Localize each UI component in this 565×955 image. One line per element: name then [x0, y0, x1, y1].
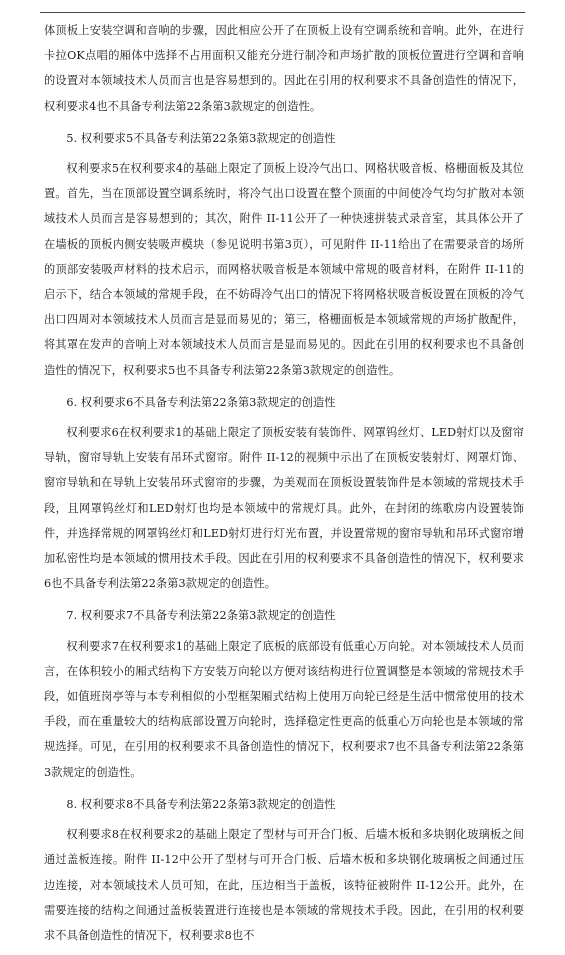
section-heading-claim8: 8. 权利要求8不具备专利法第22条第3款规定的创造性 [66, 797, 336, 811]
paragraph-claim6: 权利要求6在权利要求1的基础上限定了顶板安装有装饰件、网罩钨丝灯、LED射灯以及窗帘导轨，窗帘导轨上安装有吊环式窗帘。附件 II-12的视频中示出了在顶板安装射灯、网罩灯饰、窗帘导轨和在导轨上安装吊环式窗帘的步骤，为美观而在顶板设置装饰件是本领域的常规技术手段，且网罩钨丝灯和LED射灯也均是本领域中的常规灯具。此外，在封闭的练歌房内设置装饰件，并选择常规的网罩钨丝灯和LED射灯进行灯光布置，并设置常规的窗帘导轨和吊环式窗帘增加私密性均是本领域的惯用技术手段。因此在引用的权利要求不具备创造性的情况下，权利要求6也不具备专利法第22条第3款规定的创造性。 [44, 426, 524, 591]
header-rule [40, 12, 525, 13]
section-heading-claim6: 6. 权利要求6不具备专利法第22条第3款规定的创造性 [66, 395, 336, 409]
paragraph-claim7: 权利要求7在权利要求1的基础上限定了底板的底部设有低重心万向轮。对本领域技术人员而言，在体积较小的厢式结构下方安装万向轮以方便对该结构进行位置调整是本领域的常规技术手段，如值班岗亭等与本专利相似的小型框架厢式结构上使用万向轮已经是生活中惯常使用的技术手段，而在重量较大的结构底部设置万向轮时，选择稳定性更高的低重心万向轮也是本领域的常规选择。可见，在引用的权利要求不具备创造性的情况下，权利要求7也不具备专利法第22条第3款规定的创造性。 [44, 639, 524, 779]
section-heading-claim5: 5. 权利要求5不具备专利法第22条第3款规定的创造性 [66, 131, 336, 145]
section-heading-claim7: 7. 权利要求7不具备专利法第22条第3款规定的创造性 [66, 609, 336, 623]
paragraph-claim5: 权利要求5在权利要求4的基础上限定了顶板上设冷气出口、网格状吸音板、格栅面板及其位置。首先，当在顶部设置空调系统时，将冷气出口设置在整个顶面的中间使冷气均匀扩散对本领域技术人员而言是容易想到的；其次，附件 II-11公开了一种快速拼装式录音室，其具体公开了在墙板的顶板内侧安装吸声模块（参见说明书第3页），可见附件 II-11给出了在需要录音的场所的顶部安装吸声材料的技术启示，而网格状吸音板是本领域中常规的吸音材料，在附件 II-11的启示下，结合本领域的常规手段，在不妨碍冷气出口的情况下将网格状吸音板设置在顶板的冷气出口四周对本领域技术人员而言是显而易见的；第三，格栅面板是本领域常规的声场扩散配件，将其罩在发声的音响上对本领域技术人员而言是显而易见的。因此在引用的权利要求也不具备创造性的情况下，权利要求5也不具备专利法第22条第3款规定的创造性。 [44, 162, 524, 377]
document-body [44, 18, 524, 955]
paragraph-claim8: 权利要求8在权利要求2的基础上限定了型材与可开合门板、后墙木板和多块钢化玻璃板之间通过盖板连接。附件 II-12中公开了型材与可开合门板、后墙木板和多块钢化玻璃板之间通过压边连接，对本领域技术人员可知，在此，压边相当于盖板，该特征被附件 II-12公开。此外，在需要连接的结构之间通过盖板装置进行连接也是本领域的常规技术手段。因此，在引用的权利要求不具备创造性的情况下，权利要求8也不 [44, 828, 524, 942]
paragraph-claim4-continuation: 体顶板上安装空调和音响的步骤，因此相应公开了在顶板上设有空调系统和音响。此外，在进行卡拉OK点唱的厢体中选择不占用面积又能充分进行制冷和声场扩散的顶板位置进行空调和音响的设置对本领域技术人员而言也是容易想到的。因此在引用的权利要求不具备创造性的情况下，权利要求4也不具备专利法第22条第3款规定的创造性。 [44, 24, 524, 113]
